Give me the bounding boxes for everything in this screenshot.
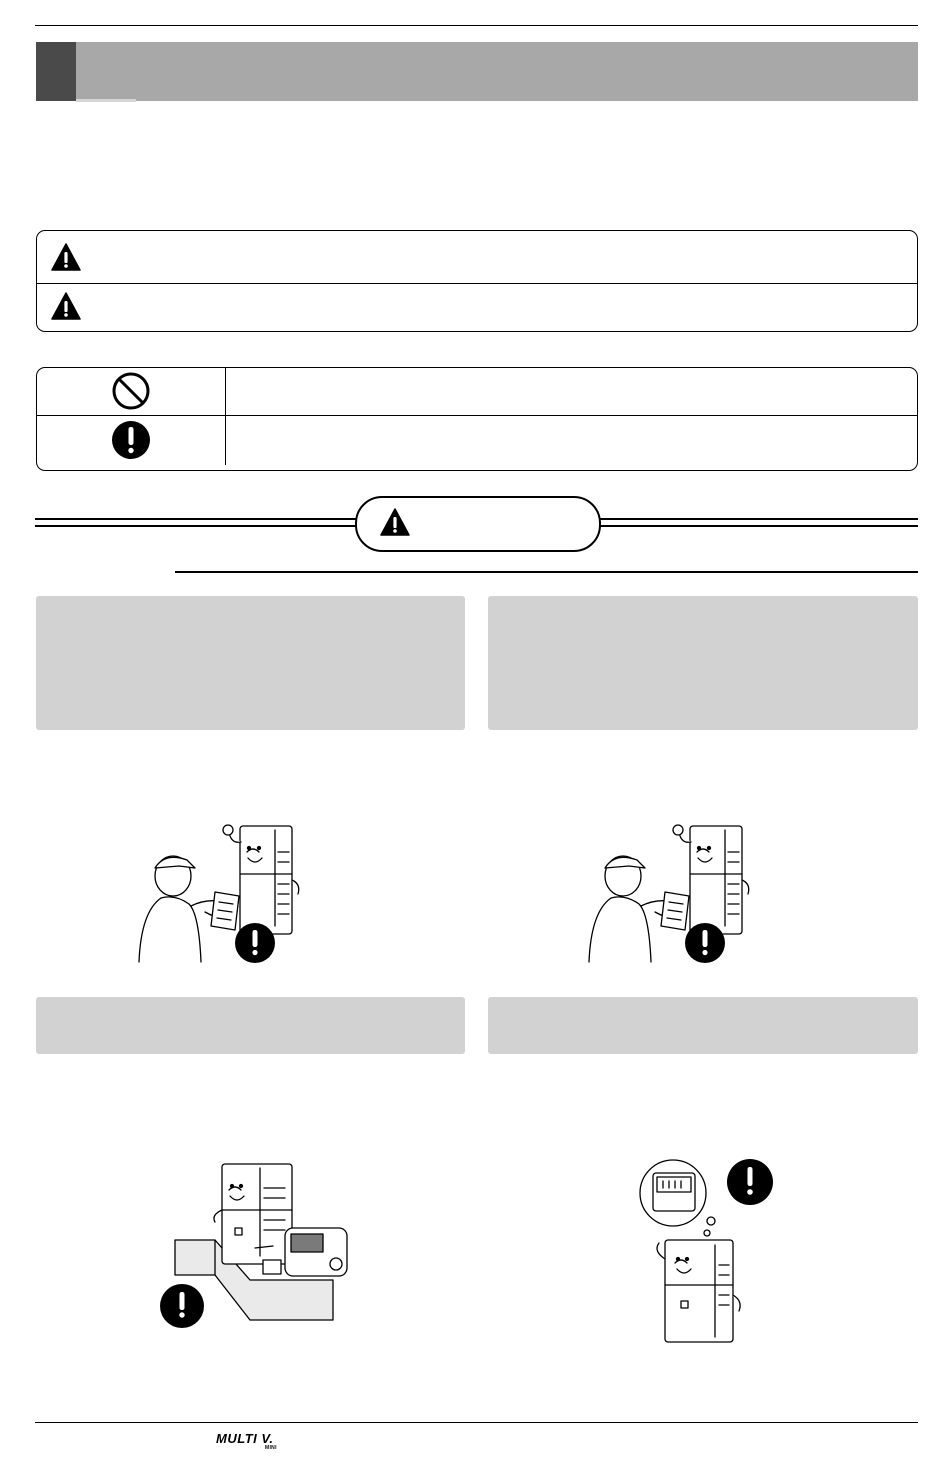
instruction-panel-4 — [488, 997, 918, 1054]
instruction-panel-1 — [36, 596, 465, 730]
top-rule — [35, 25, 918, 26]
symbol-legend-column-divider — [225, 367, 226, 465]
signal-word-box — [36, 230, 918, 332]
unit-thinking-breaker-illustration — [635, 1155, 785, 1350]
installer-with-manual-illustration — [585, 822, 755, 967]
instruction-panel-3 — [36, 997, 465, 1054]
warning-triangle-icon — [51, 292, 81, 320]
instruction-panel-2 — [488, 596, 918, 730]
section-title-bar — [36, 42, 918, 101]
unit-on-base-illustration — [155, 1160, 360, 1330]
warning-triangle-icon — [51, 243, 81, 271]
section-title-tab — [36, 42, 76, 101]
prohibition-icon — [111, 371, 151, 411]
header-double-line-right — [595, 518, 918, 527]
header-double-line-left — [35, 518, 357, 527]
multi-v-mini-logo — [216, 1429, 306, 1453]
footer-rule — [35, 1422, 918, 1423]
logo-wordmark: MULTI V. — [216, 1431, 274, 1446]
symbol-legend-row-divider — [36, 415, 917, 416]
logo-subtext: MINI — [265, 1445, 277, 1451]
symbol-legend-box — [36, 367, 918, 471]
title-bar-shadow — [76, 99, 136, 102]
warning-triangle-icon — [380, 508, 410, 536]
subsection-rule — [175, 571, 918, 573]
signal-word-divider — [36, 283, 917, 284]
mandatory-exclamation-icon — [111, 420, 151, 460]
installer-with-manual-illustration — [135, 822, 305, 967]
